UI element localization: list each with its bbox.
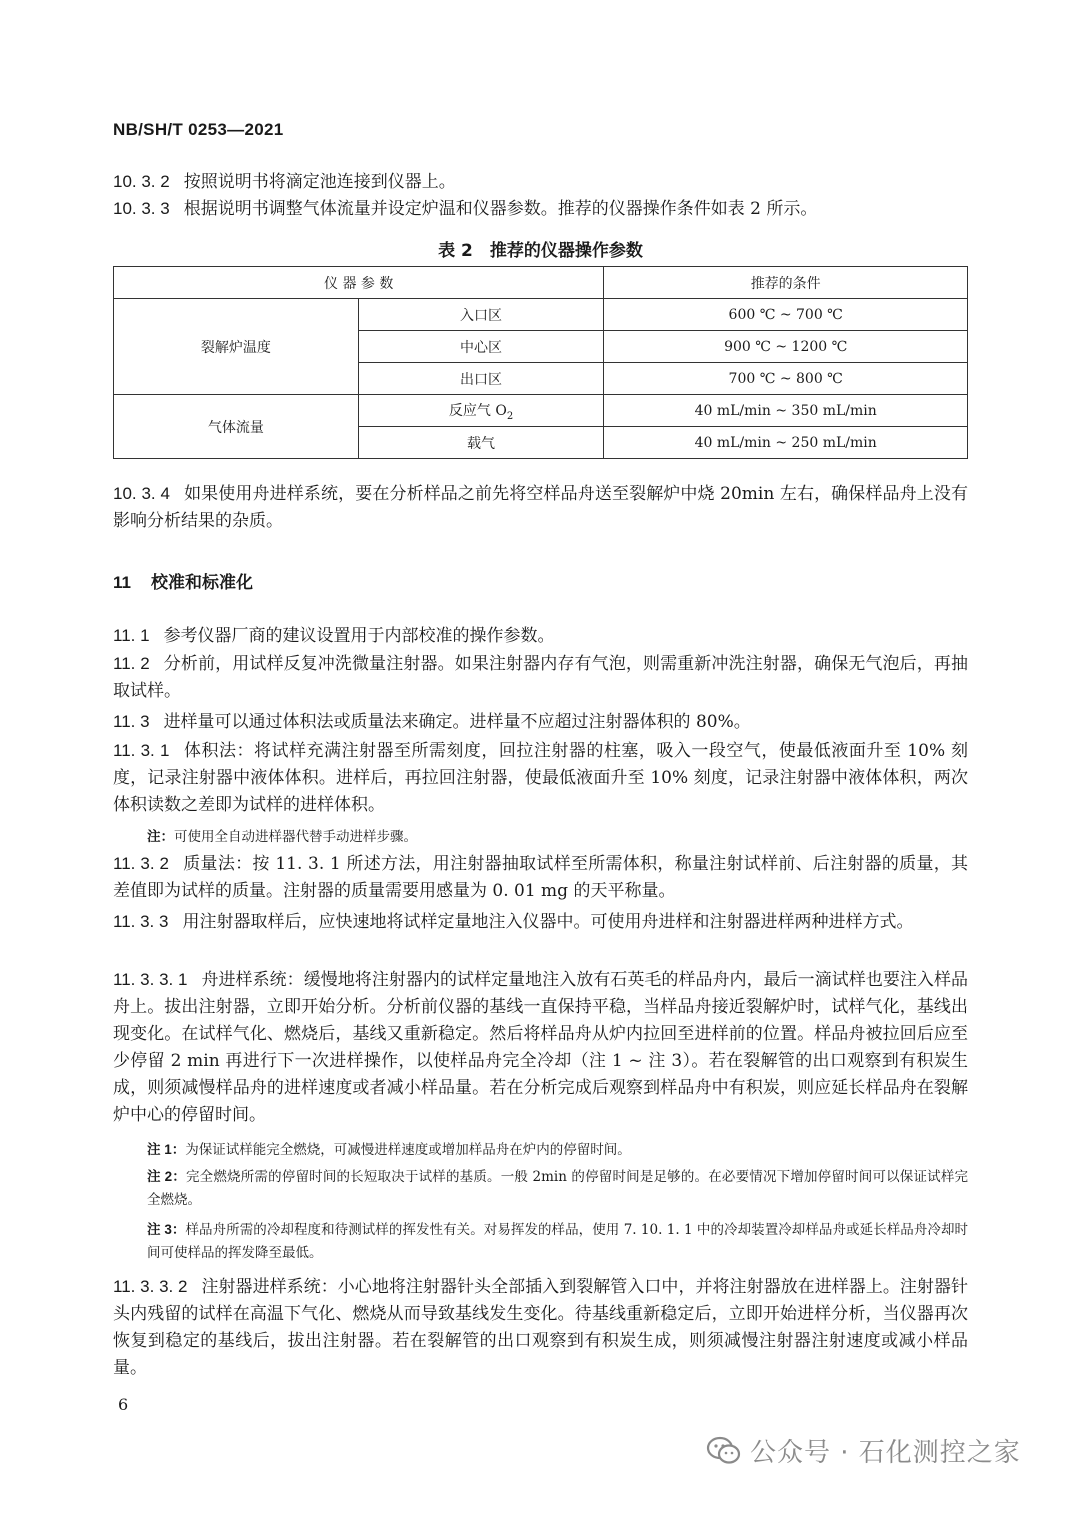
clause-text: 注射器进样系统：小心地将注射器针头全部插入到裂解管入口中，并将注射器放在进样器上。注射器针头内残留的试样在高温下气化、燃烧从而导致基线发生变化。待基线重新稳定后，立即开始进样分析，当仪器再次恢复到稳定的基线后，拔出注射器。若在裂解管的出口观察到有积炭生成，则须减慢注射器注射速度或减小样品量。 [113,1277,968,1378]
param-cell: 中心区 [358,331,604,363]
note-label: 注 2： [147,1169,186,1184]
paragraph-11-3-3 [113,908,968,936]
param-cell [358,395,604,427]
clause-number: 11. 3. 1 [113,741,170,760]
clause-number: 10. 3. 2 [113,172,170,191]
clause-text: 分析前，用试样反复冲洗微量注射器。如果注射器内存有气泡，则需重新冲洗注射器，确保无气泡后，再抽取试样。 [113,654,968,701]
param-text: 反应气 O [448,402,507,419]
clause-text: 按照说明书将滴定池连接到仪器上。 [183,172,456,192]
section-number: 11 [113,573,131,592]
note-label: 注 1： [147,1142,186,1157]
clause-number: 11. 3. 2 [113,854,169,873]
table-header-row [114,267,968,299]
paragraph-11-3-2 [113,850,968,905]
condition-cell: 700 ℃ ~ 800 ℃ [604,363,968,395]
clause-number: 11. 3 [113,712,150,731]
param-subscript: 2 [506,410,514,422]
note-text: 样品舟所需的冷却程度和待测试样的挥发性有关。对易挥发的样品，使用 7. 10. 1. 1 中的冷却装置冷却样品舟或延长样品舟冷却时间可使样品的挥发降至最低。 [147,1222,968,1261]
clause-text: 舟进样系统：缓慢地将注射器内的试样定量地注入放有石英毛的样品舟内，最后一滴试样也要注入样品舟上。拔出注射器，立即开始分析。分析前仪器的基线一直保持平稳，当样品舟接近裂解炉时，试样气化，基线出现变化。在试样气化、燃烧后，基线又重新稳定。然后将样品舟从炉内拉回至进样前的位置。样品舟被拉回后应至少停留 2 min 再进行下一次进样操作，以使样品舟完全冷却（注 1 ~ 注 3）。若在裂解管的出口观察到有积炭生成，则须减慢样品舟的进样速度或者减小样品量。若在分析完成后观察到样品舟中有积炭，则应延长样品舟在裂解炉中心的停留时间。 [113,970,968,1125]
clause-number: 11. 3. 3. 1 [113,970,188,989]
paragraph-10-3-3 [113,195,968,223]
page-number: 6 [118,1395,129,1414]
clause-number: 10. 3. 3 [113,199,170,218]
note [113,825,968,849]
condition-cell: 900 ℃ ~ 1200 ℃ [604,331,968,363]
clause-text: 质量法：按 11. 3. 1 所述方法，用注射器抽取试样至所需体积，称量注射试样前、后注射器的质量，其差值即为试样的质量。注射器的质量需要用感量为 0. 01 mg 的天平称量。 [113,854,968,901]
clause-text: 进样量可以通过体积法或质量法来确定。进样量不应超过注射器体积的 80%。 [163,712,751,732]
clause-text: 如果使用舟进样系统，要在分析样品之前先将空样品舟送至裂解炉中烧 20min 左右，确保样品舟上没有影响分析结果的杂质。 [113,484,968,531]
condition-cell: 600 ℃ ~ 700 ℃ [604,299,968,331]
wechat-icon [706,1435,742,1467]
header-condition: 推荐的条件 [604,267,968,299]
clause-text: 参考仪器厂商的建议设置用于内部校准的操作参数。 [163,626,555,646]
paragraph-11-3-3-2 [113,1273,968,1382]
parameter-table [113,266,968,459]
section-heading [113,568,253,593]
note [113,1218,968,1265]
table-row [114,395,968,427]
note-label: 注： [147,829,174,844]
param-cell: 入口区 [358,299,604,331]
clause-number: 11. 1 [113,626,150,645]
paragraph-11-3-1 [113,737,968,819]
group-furnace-temp: 裂解炉温度 [114,299,359,395]
note-text: 完全燃烧所需的停留时间的长短取决于试样的基质。一般 2min 的停留时间是足够的。在必要情况下增加停留时间可以保证试样完全燃烧。 [147,1169,969,1208]
note-text: 为保证试样能完全燃烧，可减慢进样速度或增加样品舟在炉内的停留时间。 [185,1142,631,1158]
section-title: 校准和标准化 [150,573,253,593]
watermark [706,1432,1021,1469]
paragraph-11-3 [113,708,968,736]
note [113,1138,968,1162]
condition-cell: 40 mL/min ~ 350 mL/min [604,395,968,427]
clause-text: 根据说明书调整气体流量并设定炉温和仪器参数。推荐的仪器操作条件如表 2 所示。 [183,199,818,219]
condition-cell: 40 mL/min ~ 250 mL/min [604,427,968,459]
watermark-text: 公众号 · 石化测控之家 [750,1438,1021,1468]
note-text: 可使用全自动进样器代替手动进样步骤。 [174,829,417,845]
table-row [114,299,968,331]
group-gas-flow: 气体流量 [114,395,359,459]
paragraph-10-3-4 [113,480,968,535]
note [113,1165,968,1212]
clause-number: 11. 3. 3 [113,912,169,931]
clause-number: 11. 2 [113,654,150,673]
standard-number: NB/SH/T 0253—2021 [113,120,284,139]
paragraph-11-2 [113,650,968,705]
clause-text: 用注射器取样后，应快速地将试样定量地注入仪器中。可使用舟进样和注射器进样两种进样方式。 [182,912,914,932]
clause-text: 体积法：将试样充满注射器至所需刻度，回拉注射器的柱塞，吸入一段空气，使最低液面升至 10% 刻度，记录注射器中液体体积。进样后，再拉回注射器，使最低液面升至 10% 刻度，记录注射器中液体体积，两次体积读数之差即为试样的进样体积。 [113,741,968,815]
clause-number: 10. 3. 4 [113,484,170,503]
param-cell: 出口区 [358,363,604,395]
header-param: 仪 器 参 数 [114,267,604,299]
paragraph-10-3-2 [113,168,968,196]
clause-number: 11. 3. 3. 2 [113,1277,188,1296]
paragraph-11-1 [113,622,968,650]
note-label: 注 3： [147,1222,186,1237]
paragraph-11-3-3-1 [113,966,968,1129]
param-cell: 载气 [358,427,604,459]
table-title: 表 2 推荐的仪器操作参数 [438,241,643,261]
